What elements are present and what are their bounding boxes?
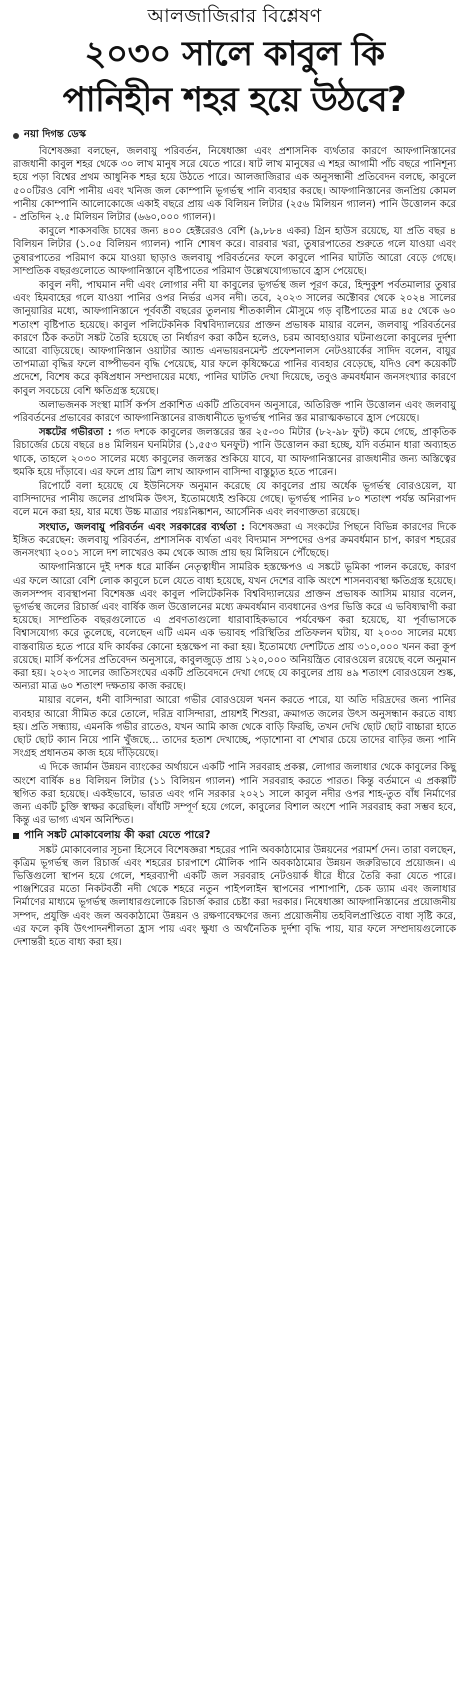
paragraph-text: কাবুল নদী, পাঘমান নদী এবং লোগার নদী যা কাবুলের ভূগর্ভস্থ জল পূরণ করে, হিন্দুকুশ পর্বতমালার তুষার এবং হিমবাহের গলে যাওয়া পানির ওপর নির্ভর এসব নদী। তবে, ২০২৩ সালের অক্টোবর থেকে ২০২৪ সালের জানুয়ারির মধ্যে, আফগানিস্তানে পূর্ববর্তী বছরের তুলনায় শীতকালীন মৌসুমে গড় বৃষ্টিপাতের মাত্র ৪৫ থেকে ৬০ শতাংশ বৃষ্টিপাত হয়েছে। কাবুল পলিটেকনিক বিশ্ববিদ্যালয়ের প্রাক্তন প্রভাষক মায়ার বলেন, জলবায়ু পরিবর্তনের কারণে ঠিক কতটা সঙ্কট তৈরি হয়েছে তা নির্ধারণ করা কঠিন হলেও, চরম আবহাওয়ার ঘটনাগুলো কাবুলের দুর্দশা আরো বাড়িয়েছে। আফগানিস্তান ওয়াটার অ্যান্ড এনভায়রনমেন্ট প্রফেশনালস নেটওয়ার্কের সাদিদ বলেন, বায়ুর তাপমাত্রা বৃদ্ধির ফলে বাষ্পীভবন বৃদ্ধি পেয়েছে, যার ফলে কৃষিক্ষেত্রে পানির ব্যবহার বেড়েছে, যদিও বেশ কয়েকটি প্রদেশে, বিশেষ করে কৃষিপ্রধান সম্প্রদায়ের মধ্যে, পানির ঘাটতি দেখা দিয়েছে, তবুও ক্রমবর্ধমান জনসংখ্যার কারণে কাবুল সবচেয়ে বেশি ক্ষতিগ্রস্ত হয়েছে।: [13, 280, 456, 397]
body-paragraph: [13, 761, 456, 827]
body-section-3: [13, 844, 456, 950]
body-paragraph: [13, 145, 456, 224]
paragraph-text: এ দিকে জার্মান উন্নয়ন ব্যাংকের অর্থায়নে একটি পানি সরবরাহ প্রকল্প, লোগার জলাধার থেকে কাবুলের কিছু অংশে বার্ষিক ৪৪ বিলিয়ন লিটার (১১ বিলিয়ন গ্যালন) পানি সরবরাহ করতে পারত। কিন্তু বর্তমানে এ প্রকল্পটি স্থগিত করা হয়েছে। একইভাবে, ভারত এবং গনি সরকার ২০২১ সালে কাবুল নদীর ওপর শাহ-তুত বাঁধ নির্মাণের জন্য একটি চুক্তি স্বাক্ষর করেছিল। বাঁধটি সম্পূর্ণ হয়ে গেলে, কাবুলের বিশাল অংশে পানি সরবরাহ করা সম্ভব হবে, কিন্তু এর ভাগ্য এখন অনিশ্চিত।: [13, 762, 456, 827]
body-paragraph: [13, 279, 456, 398]
paragraph-text: সঙ্কট মোকাবেলার সূচনা হিসেবে বিশেষজ্ঞরা শহরের পানি অবকাঠামোর উন্নয়নের পরামর্শ দেন। তারা বলছেন, কৃত্রিম ভূগর্ভস্থ জল রিচার্জ এবং শহরের চারপাশে মৌলিক পানি অবকাঠামোর উন্নয়ন জরুরিভাবে প্রয়োজন। এ ভিত্তিগুলো স্থাপন হয়ে গেলে, শহরব্যাপী একটি জল সরবরাহ নেটওয়ার্ক ধীরে ধীরে তৈরি করা যেতে পারে। পাঞ্জশিরের মতো নিকটবর্তী নদী থেকে শহরে নতুন পাইপলাইন স্থাপনের পাশাপাশি, চেক ড্যাম এবং জলাধার নির্মাণের মাধ্যমে ভূগর্ভস্থ জলাধারগুলোকে রিচার্জ করার চেষ্টা করা দরকার। নিষেধাজ্ঞা আফগানিস্তানের প্রয়োজনীয় সম্পদ, প্রযুক্তি এবং জল অবকাঠামো উন্নয়ন ও রক্ষণাবেক্ষণের জন্য প্রয়োজনীয় তহবিলপ্রাপ্তিতে বাধা সৃষ্টি করে, এর ফলে কৃষি উৎপাদনশীলতা হ্রাস পায় এবং ক্ষুধা ও অর্থনৈতিক দুর্দশা বৃদ্ধি পায়, যার ফলে সম্প্রদায়গুলোকে দেশান্তরী হতে বাধ্য করা হয়।: [13, 844, 456, 948]
paragraph-text: মায়ার বলেন, ধনী বাসিন্দারা আরো গভীর বোরওয়েল খনন করতে পারে, যা অতি দরিদ্রদের জন্য পানির ব্যবহার আরো সীমিত করে তোলে, দরিদ্র বাসিন্দারা, প্রায়শই শিশুরা, ক্রমাগত জলের উৎস অনুসন্ধান করতে বাধ্য হয়। প্রতি সন্ধ্যায়, এমনকি গভীর রাতেও, যখন আমি কাজ থেকে বাড়ি ফিরছি, তখন দেখি ছোট ছোট বাচ্চারা হাতে ছোট ছোট ক্যান নিয়ে পানি খুঁজছে... তাদের হতাশ দেখাচ্ছে, পড়াশোনা বা শেখার চেয়ে তাদের বাড়ির জন্য পানি সংগ্রহ প্রধানতম কাজ হয়ে দাঁড়িয়েছে।: [13, 695, 456, 760]
subhead-paragraph: [13, 521, 456, 561]
article-kicker: আলজাজিরার বিশ্লেষণ: [147, 5, 322, 27]
subhead-conflict: সংঘাত, জলবায়ু পরিবর্তন এবং সরকারের ব্যর্থতা :: [39, 521, 245, 533]
subhead-solutions-text: পানি সঙ্কট মোকাবেলায় কী করা যেতে পারে?: [24, 829, 211, 842]
article-body: [13, 145, 456, 949]
headline-line-1: ২০৩০ সালে কাবুল কি: [84, 34, 385, 74]
body-section-2: [13, 561, 456, 827]
byline: [13, 127, 456, 144]
body-paragraph: [13, 694, 456, 760]
paragraph-text: বিশেষজ্ঞরা বলছেন, জলবায়ু পরিবর্তন, নিষেধাজ্ঞা এবং প্রশাসনিক ব্যর্থতার কারণে আফগানিস্তানের রাজধানী কাবুল শহর থেকে ৩০ লাখ মানুষ সরে যেতে পারে। ষাট লাখ মানুষের এ শহর আগামী পাঁচ বছরে পানিশূন্য হয়ে পড়া বিশ্বের প্রথম আধুনিক শহর হয়ে উঠতে পারে। আলজাজিরার এক অনুসন্ধানী প্রতিবেদন বলছে, কাবুলে ৫০০টিরও বেশি পানীয় এবং খনিজ জল কোম্পানি ভূগর্ভস্থ পানি ব্যবহার করছে। আফগানিস্তানের জনপ্রিয় কোমল পানীয় কোম্পানি আলোকোজে একাই বছরে প্রায় এক বিলিয়ন লিটার (২৫৬ মিলিয়ন গ্যালন) পানি উত্তোলন করে - প্রতিদিন ২.৫ মিলিয়ন লিটার (৬৬০,০০০ গ্যালন)।: [13, 146, 456, 224]
paragraph-text: গত দশকে কাবুলের জলস্তরের স্তর ২৫-৩০ মিটার (৮২-৯৮ ফুট) কমে গেছে, প্রাকৃতিক রিচার্জের চেয়ে বছরে ৪৪ মিলিয়ন ঘনমিটার (১,৫৫৩ ঘনফুট) পানি উত্তোলন করা হচ্ছে, যদি বর্তমান ধারা অব্যাহত থাকে, তাহলে ২০৩০ সালের মধ্যে কাবুলের জলস্তর শুকিয়ে যাবে, যা আফগানিস্তানের রাজধানীর জন্য অস্তিত্বের হুমকি হয়ে দাঁড়াবে। এর ফলে প্রায় ত্রিশ লাখ আফগান বাসিন্দা বাস্তুচ্যুত হতে পারেন।: [13, 427, 456, 478]
paragraph-lead: সঙ্কটের গভীরতা :: [39, 427, 112, 439]
body-paragraph: [13, 399, 456, 425]
bullet-icon: [13, 133, 19, 139]
body-paragraph: [13, 225, 456, 278]
subhead-conflict-text: বিশেষজ্ঞরা এ সংকটের পিছনে বিভিন্ন কারণের দিকে ইঙ্গিত করেছেন: জলবায়ু পরিবর্তন, প্রশাসনিক ব্যর্থতা এবং বিদ্যমান সম্পদের ওপর ক্রমবর্ধমান চাপ, কারণ শহরের জনসংখ্যা ২০০১ সালে দশ লাখেরও কম থেকে আজ প্রায় ছয় মিলিয়নে পৌঁছেছে।: [13, 521, 456, 560]
byline-text: নয়া দিগন্ত ডেস্ক: [24, 129, 86, 140]
body-paragraph: [13, 844, 456, 950]
paragraph-text: রিপোর্টে বলা হয়েছে যে ইউনিসেফ অনুমান করেছে যে কাবুলের প্রায় অর্ধেক ভূগর্ভস্থ বোরওয়েল, যা বাসিন্দাদের পানীয় জলের প্রাথমিক উৎস, ইতোমধ্যেই শুকিয়ে গেছে। ভূগর্ভস্থ পানির ৮০ শতাংশ পর্যন্ত অনিরাপদ বলে মনে করা হয়, যার মধ্যে উচ্চ মাত্রার পয়ঃনিষ্কাশন, আর্সেনিক এবং লবণাক্ততা রয়েছে।: [13, 481, 456, 519]
paragraph-text: অলাভজনক সংস্থা মার্সি কর্পস প্রকাশিত একটি প্রতিবেদন অনুসারে, অতিরিক্ত পানি উত্তোলন এবং জলবায়ু পরিবর্তনের প্রভাবের কারণে আফগানিস্তানের রাজধানীতে ভূগর্ভস্থ পানির স্তর মারাত্মকভাবে হ্রাস পেয়েছে।: [13, 399, 456, 425]
paragraph-text: আফগানিস্তানে দুই দশক ধরে মার্কিন নেতৃত্বাধীন সামরিক হস্তক্ষেপও এ সঙ্কটে ভূমিকা পালন করেছে, কারণ এর ফলে আরো বেশি লোক কাবুলে চলে যেতে বাধ্য হয়েছে, যখন দেশের বাকি অংশে শাসনব্যবস্থা ক্ষতিগ্রস্ত হয়েছে। জলসম্পদ ব্যবস্থাপনা বিশেষজ্ঞ এবং কাবুল পলিটেকনিক বিশ্ববিদ্যালয়ের প্রাক্তন প্রভাষক আসিম মায়ার বলেন, ভূগর্ভস্থ জলের রিচার্জ এবং বার্ষিক জল উত্তোলনের মধ্যে ক্রমবর্ধমান ব্যবধানের ওপর ভিত্তি করে এ ভবিষ্যদ্বাণী করা হয়েছে। সাম্প্রতিক বছরগুলোতে এ প্রবণতাগুলো ধারাবাহিকভাবে পর্যবেক্ষণ করা হয়েছে, যা পূর্বাভাসকে বিশ্বাসযোগ্য করে তুলেছে, বলেছেন এটি এমন এক ভয়াবহ পরিস্থিতির প্রতিফলন ঘটায়, যা ২০৩০ সালের মধ্যে বাস্তবায়িত হতে পারে যদি কার্যকর কোনো হস্তক্ষেপ না করা হয়। ইতোমধ্যে দেশটিতে প্রায় ৩১০,০০০ খনন করা কূপ রয়েছে। মার্সি কর্পসের প্রতিবেদন অনুসারে, কাবুলজুড়ে প্রায় ১২০,০০০ অনিয়ন্ত্রিত বোরওয়েল রয়েছে বলে অনুমান করা হয়। ২০২৩ সালের জাতিসংঘের একটি প্রতিবেদনে দেখা গেছে যে কাবুলের প্রায় ৪৯ শতাংশ বোরওয়েল শুষ্ক, অন্যরা মাত্র ৬০ শতাংশ দক্ষতায় কাজ করছে।: [13, 562, 456, 693]
paragraph-text: কাবুলে শাকসবজি চাষের জন্য ৪০০ হেক্টরেরও বেশি (৯,৮৮৪ একর) গ্রিন হাউস রয়েছে, যা প্রতি বছর ৪ বিলিয়ন লিটার (১.০৫ বিলিয়ন গ্যালন) পানি শোষণ করে। বারবার খরা, তুষারপাতের শুরুতে গলে যাওয়া এবং তুষারপাতের পরিমাণ কমে যাওয়া ছাড়াও জলবায়ু পরিবর্তনের ফলে কাবুলে পানির ঘাটতি আরো বেড়ে গেছে। সাম্প্রতিক বছরগুলোতে আফগানিস্তানে বৃষ্টিপাতের পরিমাণ উল্লেখযোগ্যভাবে হ্রাস পেয়েছে।: [13, 226, 456, 277]
body-paragraph: [13, 426, 456, 479]
subhead-solutions: [13, 829, 456, 842]
article-headline: [13, 31, 456, 123]
body-paragraph: [13, 480, 456, 520]
square-bullet-icon: [13, 833, 19, 839]
body-paragraph: [13, 561, 456, 693]
body-section-1: [13, 145, 456, 520]
headline-line-2: পানিহীন শহর হয়ে উঠবে?: [62, 80, 407, 120]
